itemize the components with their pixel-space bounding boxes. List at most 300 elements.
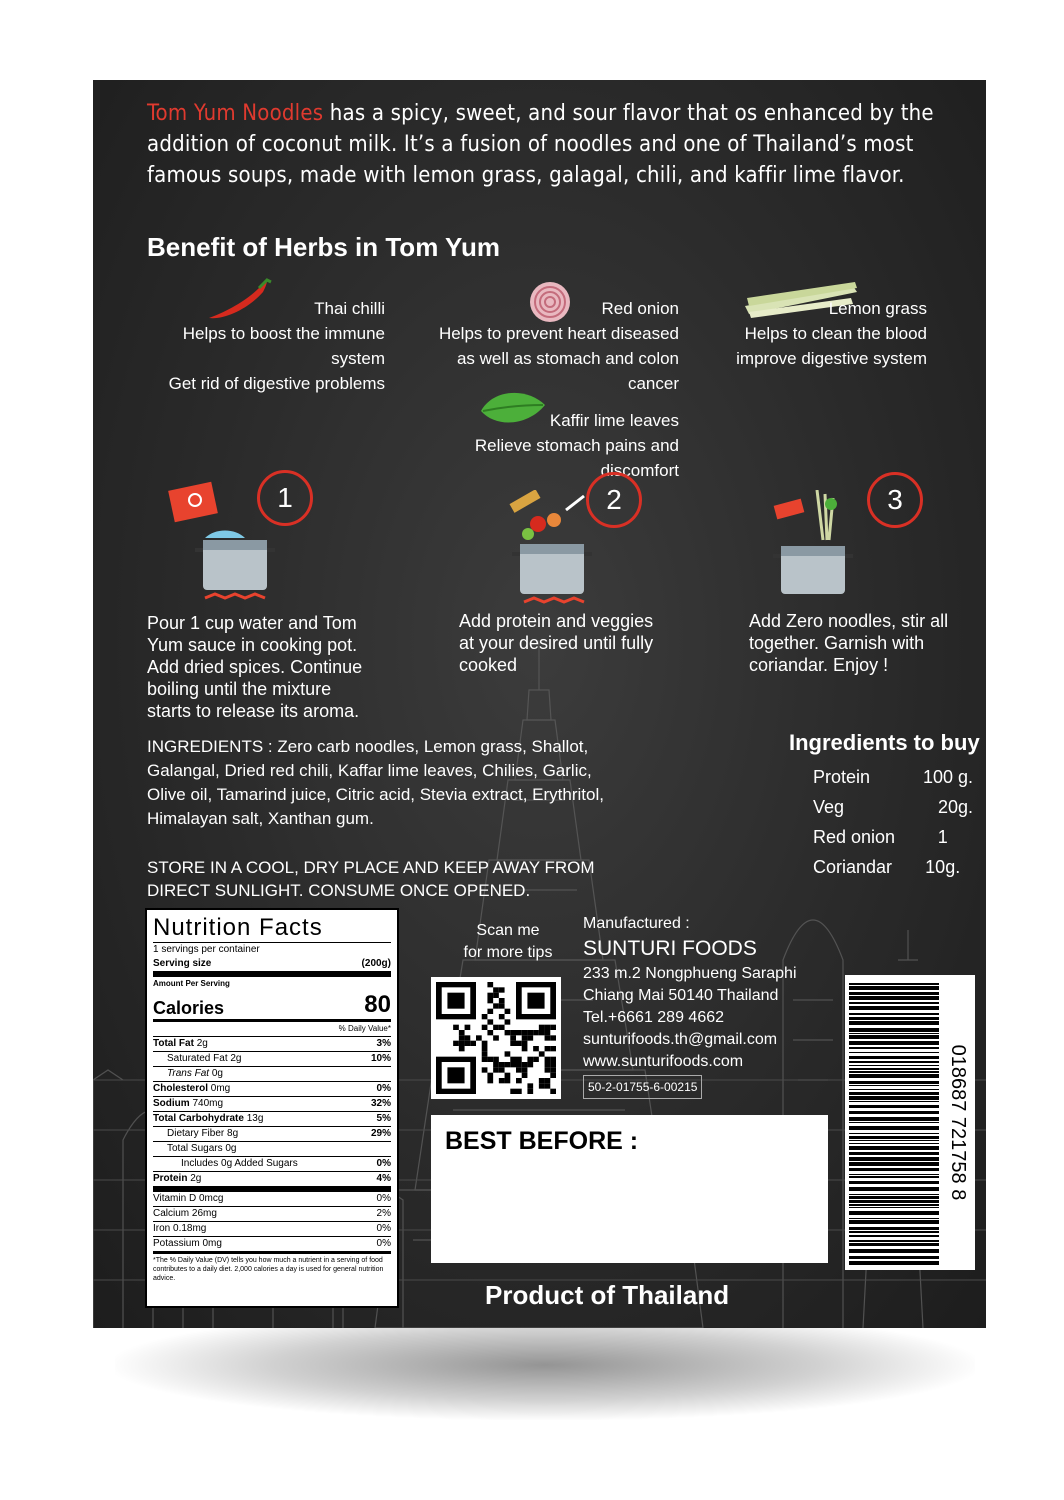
qr-module — [545, 1046, 551, 1051]
nutrient-label — [153, 1097, 223, 1111]
qr-module — [447, 1067, 464, 1083]
nutrition-facts-panel — [145, 908, 399, 1308]
qr-module — [487, 982, 493, 987]
barcode-bar — [849, 1006, 939, 1010]
vitamin-rows — [153, 1186, 391, 1251]
barcode-bar — [849, 1162, 939, 1166]
nutrient-name: Trans Fat — [167, 1068, 210, 1079]
vitamin-label: Calcium 26mg — [153, 1208, 217, 1219]
barcode-bar — [849, 996, 939, 1000]
barcode-bar — [849, 1061, 939, 1063]
qr-code-graphic — [436, 982, 556, 1094]
barcode-bar — [849, 1187, 939, 1191]
buy-row — [813, 822, 973, 852]
amount-per-serving-row — [153, 971, 391, 991]
barcode-bar — [849, 1081, 939, 1084]
qr-module — [550, 1046, 556, 1051]
ingredients-to-buy-title: Ingredients to buy — [789, 730, 980, 755]
step-3-text: Add Zero noodles, stir all together. Garnish with coriandar. Enjoy ! — [749, 611, 949, 675]
step-2-number: 2 — [586, 472, 642, 528]
qr-module — [522, 1062, 528, 1067]
qr-module — [545, 1062, 551, 1067]
qr-module — [522, 1067, 528, 1072]
nutrient-row — [153, 1111, 391, 1126]
barcode-bar — [849, 1196, 939, 1199]
qr-module — [459, 1035, 465, 1040]
barcode-bar — [849, 1194, 939, 1195]
qr-module — [482, 1057, 488, 1062]
nutrient-label — [153, 1127, 238, 1141]
herb-benefit: Helps to prevent heart diseased — [438, 324, 679, 343]
serving-size-row — [153, 957, 391, 971]
nutrient-amount: 0g — [222, 1143, 237, 1154]
calories-label: Calories — [153, 998, 225, 1018]
qr-module — [487, 998, 493, 1003]
qr-module — [516, 1067, 522, 1072]
barcode-bar — [849, 1065, 939, 1066]
barcode-bar — [849, 1017, 939, 1020]
qr-module — [505, 1019, 511, 1024]
barcode-bar — [849, 1021, 939, 1025]
nutrient-name: Total Sugars — [167, 1143, 223, 1154]
barcode-bar — [849, 1074, 939, 1078]
qr-module — [487, 1019, 493, 1024]
qr-module — [522, 1030, 528, 1035]
barcode-bar — [849, 1068, 939, 1070]
benefit-title: Benefit of Herbs in Tom Yum — [147, 232, 500, 262]
qr-module — [550, 1062, 556, 1067]
step-1-number: 1 — [257, 470, 313, 526]
qr-module — [493, 987, 499, 992]
nutrient-dv: 32% — [370, 1098, 391, 1109]
nutrient-dv: 0% — [376, 1083, 391, 1094]
barcode-bar — [849, 1157, 939, 1161]
qr-module — [499, 1067, 505, 1072]
qr-module — [482, 1051, 488, 1056]
intro-paragraph — [147, 98, 977, 191]
qr-module — [447, 993, 464, 1009]
qr-module — [545, 1078, 551, 1083]
barcode-bar — [849, 1207, 939, 1208]
barcode-bar — [849, 1085, 939, 1086]
buy-qty: 100 g. — [922, 766, 973, 787]
vitamin-row — [153, 1192, 391, 1206]
barcode-bar — [849, 1249, 939, 1253]
qr-module — [487, 1057, 493, 1062]
barcode-bar — [849, 1176, 939, 1178]
nutrient-dv: 5% — [376, 1113, 391, 1124]
servings-text: 1 servings per container — [153, 944, 260, 955]
qr-module — [539, 1030, 545, 1035]
pot-with-veggies-icon — [498, 490, 608, 606]
qr-module — [539, 1078, 545, 1083]
qr-module — [487, 1030, 493, 1035]
nutrient-label — [153, 1052, 242, 1066]
barcode-bar — [849, 1126, 939, 1130]
qr-module — [527, 1035, 533, 1040]
qr-module — [527, 1030, 533, 1035]
barcode-bar — [849, 1035, 939, 1039]
qr-module — [499, 1078, 505, 1083]
vitamin-row — [153, 1236, 391, 1251]
qr-module — [522, 1073, 528, 1078]
qr-module — [499, 987, 505, 992]
buy-row — [813, 762, 973, 792]
qr-module — [505, 1030, 511, 1035]
nutrition-title: Nutrition Facts — [153, 914, 323, 941]
qr-module — [493, 993, 499, 998]
qr-module — [505, 1073, 511, 1078]
qr-module — [453, 1041, 459, 1046]
vitamin-dv: 0% — [376, 1193, 391, 1204]
qr-module — [539, 1083, 545, 1088]
nutrient-name: Includes 0g Added Sugars — [181, 1158, 298, 1169]
qr-module — [522, 1041, 528, 1046]
qr-module — [539, 1025, 545, 1030]
vitamin-label: Potassium 0mg — [153, 1238, 222, 1249]
qr-module — [493, 1025, 499, 1030]
herb-thai-chilli — [133, 296, 385, 396]
nutrient-label — [153, 1037, 208, 1051]
qr-module — [510, 1089, 516, 1094]
barcode-bar — [849, 1220, 939, 1224]
qr-module — [510, 1062, 516, 1067]
qr-module — [487, 1078, 493, 1083]
storage-instructions: STORE IN A COOL, DRY PLACE AND KEEP AWAY FROM DIRECT SUNLIGHT. CONSUME ONCE OPENED. — [147, 858, 595, 900]
calories-row — [153, 991, 391, 1019]
serving-size-label: Serving size — [153, 958, 212, 969]
qr-module — [550, 1067, 556, 1072]
intro-text: has a spicy, sweet, and sour flavor that os enhanced by the addition of coconut milk. It’s a fusion of noodles and one of Thailand’s most famous soups, made with lemon grass, galagal, chili, and kaffir lime flavor. — [147, 101, 934, 188]
herb-benefit: as well as stomach and colon cancer — [456, 349, 679, 393]
nutrient-dv: 4% — [376, 1173, 391, 1184]
barcode-bar — [849, 1256, 939, 1259]
qr-module — [550, 1035, 556, 1040]
herb-benefit: improve digestive system — [736, 349, 927, 368]
barcode-bar — [849, 1111, 939, 1114]
pot-with-noodles-icon — [771, 490, 871, 606]
buy-row — [813, 792, 973, 822]
nutrient-name: Cholesterol — [153, 1083, 209, 1094]
qr-code[interactable] — [431, 977, 561, 1099]
nutrient-amount: 740mg — [189, 1098, 224, 1109]
serving-size-value: (200g) — [361, 958, 391, 969]
nutrient-label — [153, 1172, 201, 1186]
qr-module — [516, 1030, 522, 1035]
herb-benefit: Get rid of digestive problems — [168, 374, 385, 393]
barcode-bar — [849, 1117, 939, 1121]
qr-module — [545, 1025, 551, 1030]
qr-module — [527, 1057, 533, 1062]
herb-benefit: Relieve stomach pains and discomfort — [474, 436, 679, 480]
qr-module — [453, 1025, 459, 1030]
qr-module — [545, 1035, 551, 1040]
qr-module — [505, 1009, 511, 1014]
qr-module — [533, 1057, 539, 1062]
barcode-bar — [849, 1146, 939, 1150]
calories-value: 80 — [364, 991, 391, 1018]
nutrient-row — [153, 1156, 391, 1171]
daily-value-header — [153, 1019, 391, 1036]
barcode-bar — [849, 1133, 939, 1134]
nutrient-dv: 10% — [370, 1053, 391, 1064]
qr-module — [550, 1089, 556, 1094]
vitamin-dv: 2% — [376, 1208, 391, 1219]
ingredients-to-buy-table — [813, 762, 973, 882]
barcode-number: 8 857127 786810 — [947, 1044, 969, 1201]
qr-module — [522, 1035, 528, 1040]
product-of-label: Product of Thailand — [485, 1280, 730, 1310]
barcode-bar — [849, 1089, 939, 1090]
qr-module — [539, 1051, 545, 1056]
nutrient-label — [153, 1112, 263, 1126]
fda-number-text: 50-2-01755-6-00215 — [588, 1080, 698, 1094]
qr-module — [487, 1073, 493, 1078]
herb-name: Kaffir lime leaves — [549, 411, 679, 430]
buy-qty: 20g. — [937, 796, 973, 817]
qr-module — [493, 1035, 499, 1040]
qr-module — [482, 1067, 488, 1072]
barcode-bar — [849, 1181, 939, 1184]
nutrient-row — [153, 1171, 391, 1186]
buy-item: Coriandar — [813, 856, 893, 877]
qr-module — [499, 998, 505, 1003]
qr-module — [516, 1078, 522, 1083]
nutrient-amount: 0g — [209, 1068, 223, 1079]
vitamin-label: Iron 0.18mg — [153, 1223, 207, 1234]
nutrient-rows — [153, 1036, 391, 1186]
qr-module — [499, 1025, 505, 1030]
nutrient-label — [153, 1157, 298, 1171]
herb-kaffir-lime — [393, 408, 679, 483]
barcode-bar — [849, 1143, 939, 1144]
nutrient-amount: 8g — [224, 1128, 239, 1139]
nutrient-row — [153, 1141, 391, 1156]
nutrient-row — [153, 1126, 391, 1141]
nutrient-row — [153, 1051, 391, 1066]
herb-benefit: Helps to clean the blood — [744, 324, 927, 343]
barcode-bar — [849, 1052, 939, 1053]
herb-name: Lemon grass — [828, 299, 927, 318]
qr-module — [505, 1051, 511, 1056]
barcode-bar — [849, 1105, 939, 1108]
nutrient-label — [153, 1142, 237, 1156]
qr-module — [459, 1030, 465, 1035]
buy-item: Veg — [813, 796, 845, 817]
qr-module — [510, 1057, 516, 1062]
nutrient-name: Saturated Fat — [167, 1053, 228, 1064]
qr-module — [527, 1062, 533, 1067]
manufacturer-tel: Tel.+6661 289 4662 — [583, 1009, 725, 1026]
herb-red-onion — [413, 296, 679, 396]
barcode-bar — [849, 1204, 939, 1206]
qr-module — [482, 1046, 488, 1051]
barcode-bar — [849, 1140, 939, 1141]
nutrient-label — [153, 1082, 230, 1096]
buy-item: Protein — [813, 766, 871, 787]
nutrient-dv: 29% — [370, 1128, 391, 1139]
qr-module — [482, 1041, 488, 1046]
vitamin-dv: 0% — [376, 1223, 391, 1234]
manufacturer-email[interactable]: sunturifoods.th@gmail.com — [583, 1031, 778, 1048]
qr-module — [550, 1057, 556, 1062]
qr-module — [510, 1041, 516, 1046]
nutrient-amount: 2g — [193, 1038, 208, 1049]
buy-qty: 1 — [937, 826, 948, 847]
qr-module — [545, 1083, 551, 1088]
vitamin-row — [153, 1206, 391, 1221]
barcode-bar — [849, 1122, 939, 1123]
qr-module — [522, 1046, 528, 1051]
qr-module — [545, 1067, 551, 1072]
vitamin-label: Vitamin D 0mcg — [153, 1193, 224, 1204]
qr-module — [465, 1035, 471, 1040]
nutrient-name: Total Fat — [153, 1038, 194, 1049]
barcode-bar — [849, 1101, 939, 1102]
buy-qty: 10g. — [925, 856, 961, 877]
nutrition-footnote: *The % Daily Value (DV) tells you how much a nutrient in a serving of food contributes to a daily diet. 2,000 calories a day is used for general nutrition advice. — [153, 1251, 391, 1283]
qr-module — [510, 1035, 516, 1040]
nutrient-name: Protein — [153, 1173, 188, 1184]
product-name: Tom Yum Noodles — [147, 101, 324, 126]
qr-module — [487, 1009, 493, 1014]
daily-value-label: % Daily Value* — [338, 1024, 391, 1033]
qr-module — [493, 1057, 499, 1062]
qr-module — [493, 1062, 499, 1067]
scan-me-label — [448, 920, 568, 964]
manufacturer-name: SUNTURI FOODS — [583, 937, 757, 960]
nutrient-label — [153, 1067, 223, 1081]
barcode-bar — [849, 1071, 939, 1073]
barcode-bar — [849, 1235, 939, 1237]
qr-module — [459, 1041, 465, 1046]
herb-name: Red onion — [601, 299, 679, 318]
step-3-number: 3 — [867, 472, 923, 528]
qr-module — [550, 1073, 556, 1078]
qr-module — [550, 1025, 556, 1030]
nutrient-row — [153, 1096, 391, 1111]
nutrient-amount: 13g — [243, 1113, 264, 1124]
manufacturer-website[interactable]: www.sunturifoods.com — [583, 1053, 744, 1070]
barcode — [845, 975, 975, 1270]
qr-module — [516, 1057, 522, 1062]
qr-module — [516, 1062, 522, 1067]
nutrient-amount: 0mg — [208, 1083, 231, 1094]
best-before-label: BEST BEFORE : — [445, 1127, 639, 1155]
barcode-bar — [849, 1240, 939, 1242]
qr-module — [533, 1046, 539, 1051]
barcode-bar — [849, 1200, 939, 1203]
barcode-bar — [849, 1028, 939, 1032]
nutrient-amount: 2g — [227, 1053, 242, 1064]
servings-row — [153, 942, 391, 957]
barcode-bar — [849, 1002, 939, 1004]
nutrient-name: Sodium — [153, 1098, 190, 1109]
nutrient-row — [153, 1036, 391, 1051]
barcode-bar — [849, 1056, 939, 1059]
barcode-bar — [849, 1231, 939, 1233]
barcode-bar — [849, 1243, 939, 1246]
qr-module — [516, 1089, 522, 1094]
barcode-bar — [849, 986, 939, 990]
qr-module — [499, 1062, 505, 1067]
nutrient-dv: 3% — [376, 1038, 391, 1049]
barcode-bar — [849, 1033, 939, 1034]
qr-module — [545, 1030, 551, 1035]
barcode-bar — [849, 1013, 939, 1015]
qr-module — [465, 1025, 471, 1030]
qr-module — [493, 1067, 499, 1072]
qr-module — [527, 993, 544, 1009]
herb-name: Thai chilli — [314, 299, 385, 318]
buy-row — [813, 852, 973, 882]
ingredients-list: INGREDIENTS : Zero carb noodles, Lemon grass, Shallot, Galangal, Dried red chili, Kaffar lime leaves, Chilies, Garlic, Olive oil, Tamarind juice, Citric acid, Stevia extract, Erythritol, Himalayan salt, Xanthan gum. — [147, 737, 604, 828]
qr-module — [476, 1035, 482, 1040]
barcode-bar — [849, 1261, 939, 1265]
manufacturer-block — [583, 913, 823, 1099]
barcode-bar — [849, 992, 939, 995]
nutrient-row — [153, 1081, 391, 1096]
qr-module — [465, 1041, 471, 1046]
barcode-bar — [849, 983, 939, 985]
vitamin-dv: 0% — [376, 1238, 391, 1249]
barcode-bar — [849, 1041, 939, 1045]
qr-module — [493, 1003, 499, 1008]
package-back — [93, 80, 986, 1328]
pot-with-sauce-icon — [165, 478, 285, 608]
qr-module — [505, 1078, 511, 1083]
barcode-bar — [849, 1092, 939, 1095]
qr-module — [499, 1014, 505, 1019]
barcode-bar — [849, 1227, 939, 1230]
barcode-bar — [849, 1218, 939, 1219]
qr-module — [527, 1089, 533, 1094]
best-before-box — [431, 1115, 828, 1263]
step-1-text: Pour 1 cup water and Tom Yum sauce in cooking pot. Add dried spices. Continue boiling until the mixture starts to release its aroma. — [147, 613, 363, 721]
qr-module — [482, 1025, 488, 1030]
vitamin-row — [153, 1221, 391, 1236]
barcode-bar — [849, 1136, 939, 1139]
qr-module — [505, 1062, 511, 1067]
herb-benefit: Helps to boost the immune system — [182, 324, 385, 368]
qr-module — [516, 1041, 522, 1046]
scan-line-1: Scan me — [476, 922, 540, 939]
nutrient-amount: 2g — [187, 1173, 202, 1184]
nutrient-row — [153, 1066, 391, 1081]
herb-lemon-grass — [713, 296, 927, 371]
manufacturer-address-1: 233 m.2 Nongphueng Saraphi — [583, 965, 797, 982]
barcode-bar — [849, 1096, 939, 1100]
qr-module — [527, 1083, 533, 1088]
qr-module — [545, 1057, 551, 1062]
qr-module — [499, 1003, 505, 1008]
qr-module — [487, 993, 493, 998]
barcode-bar — [849, 1047, 939, 1049]
barcode-bar — [849, 1152, 939, 1155]
step-2-text: Add protein and veggies at your desired until fully cooked — [459, 611, 654, 675]
scan-line-2: for more tips — [463, 944, 553, 961]
qr-module — [459, 1046, 465, 1051]
qr-module — [482, 1014, 488, 1019]
manufacturer-address-2: Chiang Mai 50140 Thailand — [583, 987, 779, 1004]
amount-per-serving-label: Amount Per Serving — [153, 979, 230, 988]
fda-number — [583, 1075, 702, 1099]
buy-item: Red onion — [813, 826, 896, 847]
barcode-bar — [849, 1211, 939, 1215]
qr-module — [470, 1041, 476, 1046]
nutrient-name: Total Carbohydrate — [153, 1113, 244, 1124]
qr-module — [533, 1030, 539, 1035]
